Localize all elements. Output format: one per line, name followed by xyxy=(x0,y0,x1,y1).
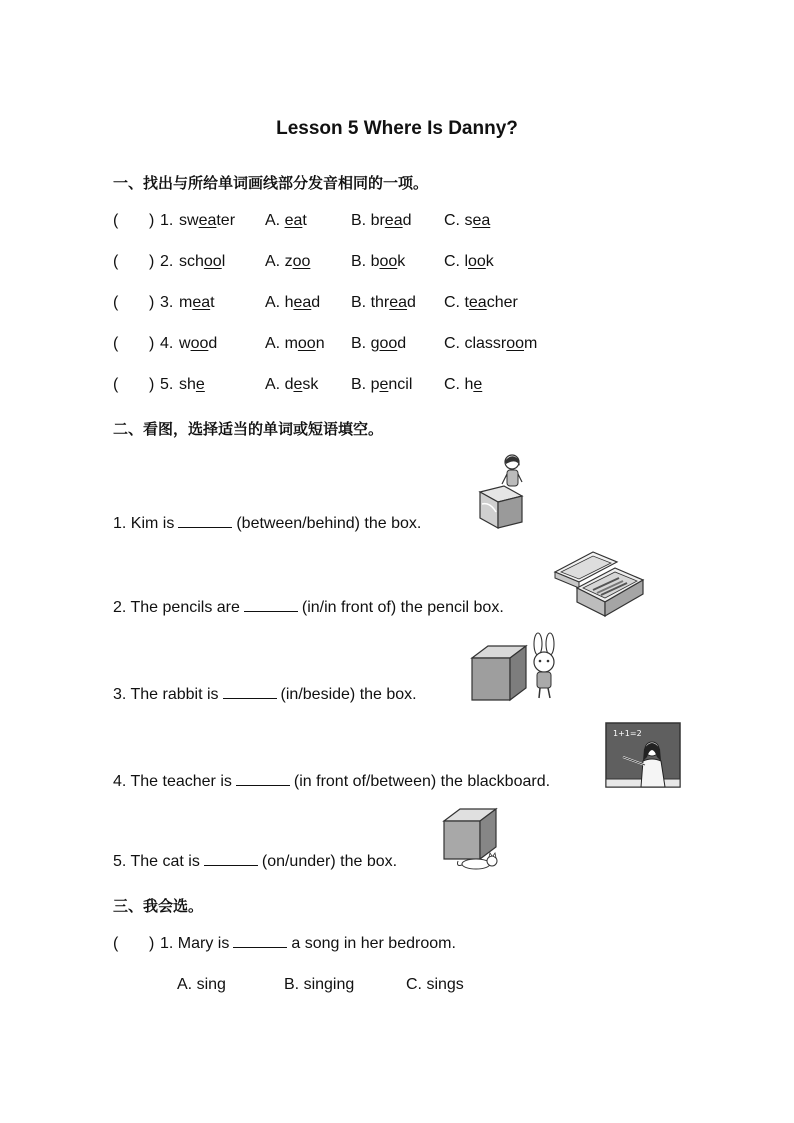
teacher-blackboard-image xyxy=(605,721,681,789)
word-part: d xyxy=(407,294,416,311)
underlined-part: ea xyxy=(198,212,217,229)
answer-blank-s3-1[interactable] xyxy=(233,933,287,948)
option-a[interactable] xyxy=(265,373,318,397)
sentence-2-start: 2. The pencils are xyxy=(113,599,240,616)
question-number: 4. xyxy=(160,335,174,352)
given-word xyxy=(179,332,217,356)
section3-options xyxy=(113,973,713,997)
underlined-part: e xyxy=(473,376,483,393)
answer-paren-close: ) xyxy=(149,935,155,952)
section1-question-5 xyxy=(113,373,713,397)
answer-paren-close: ) xyxy=(149,294,155,311)
option-c[interactable] xyxy=(444,291,518,315)
question-start: 1. Mary is xyxy=(160,935,230,952)
sentence-3 xyxy=(113,684,417,706)
answer-blank-2[interactable] xyxy=(244,597,298,612)
word-part: t xyxy=(302,212,307,229)
option-a[interactable] xyxy=(265,209,307,233)
underlined-part: oo xyxy=(468,253,486,270)
section3-question-1 xyxy=(113,932,713,956)
answer-paren-open[interactable]: ( xyxy=(113,376,119,393)
word-part: A. m xyxy=(265,335,298,352)
word-part: k xyxy=(397,253,406,270)
given-word xyxy=(179,250,225,274)
word-part: B. thr xyxy=(351,294,390,311)
sentence-1 xyxy=(113,513,421,535)
word-part: k xyxy=(485,253,494,270)
underlined-part: oo xyxy=(292,253,311,270)
option-c[interactable] xyxy=(444,209,490,233)
word-part: ter xyxy=(216,212,236,229)
underlined-part: oo xyxy=(190,335,209,352)
word-part: A. xyxy=(265,212,285,229)
option-c[interactable] xyxy=(444,332,537,356)
question-number: 3. xyxy=(160,294,174,311)
underlined-part: ea xyxy=(192,294,211,311)
option-c[interactable]: C. sings xyxy=(406,976,464,993)
question-text xyxy=(160,932,456,956)
answer-paren-close: ) xyxy=(149,335,155,352)
answer-blank-5[interactable] xyxy=(204,851,258,866)
word-part: B. br xyxy=(351,212,385,229)
word-part: C. t xyxy=(444,294,469,311)
option-c[interactable] xyxy=(444,373,482,397)
option-a[interactable] xyxy=(265,250,310,274)
sentence-4-end: (in front of/between) the blackboard. xyxy=(293,773,551,790)
cat-under-box-image xyxy=(440,805,504,871)
sentence-1-start: 1. Kim is xyxy=(113,515,175,532)
word-part: B. p xyxy=(351,376,380,393)
word-part: m xyxy=(179,294,193,311)
sentence-2 xyxy=(113,597,504,619)
given-word xyxy=(179,291,215,315)
word-part: sk xyxy=(302,376,319,393)
sentence-3-start: 3. The rabbit is xyxy=(113,686,219,703)
option-a[interactable]: A. sing xyxy=(177,976,226,993)
word-part: C. classr xyxy=(444,335,507,352)
answer-paren-open[interactable]: ( xyxy=(113,294,119,311)
word-part: d xyxy=(402,212,412,229)
page-title: Lesson 5 Where Is Danny? xyxy=(276,118,518,139)
given-word xyxy=(179,373,205,397)
answer-blank-3[interactable] xyxy=(223,684,277,699)
question-number: 2. xyxy=(160,253,174,270)
word-part: B. b xyxy=(351,253,380,270)
sentence-5 xyxy=(113,851,397,873)
underlined-part: ea xyxy=(472,212,491,229)
option-b[interactable] xyxy=(351,250,405,274)
option-b[interactable] xyxy=(351,373,412,397)
rabbit-beside-box-image xyxy=(466,632,566,704)
answer-paren-close: ) xyxy=(149,212,155,229)
sentence-4-start: 4. The teacher is xyxy=(113,773,232,790)
underlined-part: e xyxy=(195,376,205,393)
option-a[interactable] xyxy=(265,332,325,356)
section1-question-1 xyxy=(113,209,713,233)
underlined-part: e xyxy=(379,376,389,393)
option-b[interactable] xyxy=(351,209,412,233)
given-word xyxy=(179,209,235,233)
word-part: C. h xyxy=(444,376,474,393)
section1-heading: 一、找出与所给单词画线部分发音相同的一项。 xyxy=(113,175,429,192)
word-part: t xyxy=(210,294,215,311)
option-b[interactable] xyxy=(351,291,416,315)
sentence-4 xyxy=(113,771,550,793)
section2-heading: 二、看图，选择适当的单词或短语填空。 xyxy=(113,421,384,438)
word-part: d xyxy=(311,294,321,311)
sentence-2-end: (in/in front of) the pencil box. xyxy=(301,599,504,616)
answer-paren-close: ) xyxy=(149,376,155,393)
question-end: a song in her bedroom. xyxy=(291,935,456,952)
option-b[interactable]: B. singing xyxy=(284,976,355,993)
underlined-part: oo xyxy=(297,335,316,352)
section1-question-3 xyxy=(113,291,713,315)
sentence-1-end: (between/behind) the box. xyxy=(236,515,422,532)
answer-paren-open[interactable]: ( xyxy=(113,335,119,352)
word-part: w xyxy=(179,335,191,352)
sentence-5-end: (on/under) the box. xyxy=(261,853,398,870)
underlined-part: ea xyxy=(389,294,408,311)
underlined-part: oo xyxy=(379,335,398,352)
pencil-box-image xyxy=(553,548,645,618)
blackboard-text: 1+1=2 xyxy=(613,729,642,738)
section1-question-4 xyxy=(113,332,713,356)
underlined-part: oo xyxy=(379,253,398,270)
option-b[interactable] xyxy=(351,332,406,356)
word-part: A. z xyxy=(265,253,293,270)
underlined-part: e xyxy=(293,376,303,393)
sentence-5-start: 5. The cat is xyxy=(113,853,200,870)
word-part: sw xyxy=(179,212,199,229)
option-c[interactable] xyxy=(444,250,494,274)
word-part: C. l xyxy=(444,253,468,270)
word-part: A. d xyxy=(265,376,294,393)
word-part: n xyxy=(315,335,325,352)
word-part: d xyxy=(208,335,218,352)
word-part: m xyxy=(524,335,538,352)
underlined-part: oo xyxy=(203,253,222,270)
question-number: 5. xyxy=(160,376,174,393)
word-part: B. g xyxy=(351,335,380,352)
underlined-part: ea xyxy=(384,212,403,229)
word-part: cher xyxy=(486,294,518,311)
underlined-part: ea xyxy=(293,294,312,311)
girl-behind-box-image xyxy=(470,452,530,532)
word-part: sh xyxy=(179,376,196,393)
answer-paren-open[interactable]: ( xyxy=(113,253,119,270)
word-part: A. h xyxy=(265,294,294,311)
word-part: l xyxy=(221,253,226,270)
word-part: d xyxy=(397,335,407,352)
answer-blank-4[interactable] xyxy=(236,771,290,786)
answer-paren-close: ) xyxy=(149,253,155,270)
underlined-part: ea xyxy=(284,212,303,229)
underlined-part: oo xyxy=(506,335,525,352)
option-a[interactable] xyxy=(265,291,320,315)
section1-question-2 xyxy=(113,250,713,274)
answer-blank-1[interactable] xyxy=(178,513,232,528)
word-part: sch xyxy=(179,253,204,270)
word-part: ncil xyxy=(388,376,413,393)
answer-paren-open[interactable]: ( xyxy=(113,935,119,952)
sentence-3-end: (in/beside) the box. xyxy=(280,686,417,703)
answer-paren-open[interactable]: ( xyxy=(113,212,119,229)
question-number: 1. xyxy=(160,212,174,229)
underlined-part: ea xyxy=(468,294,487,311)
word-part: C. s xyxy=(444,212,473,229)
section3-heading: 三、我会选。 xyxy=(113,898,204,915)
